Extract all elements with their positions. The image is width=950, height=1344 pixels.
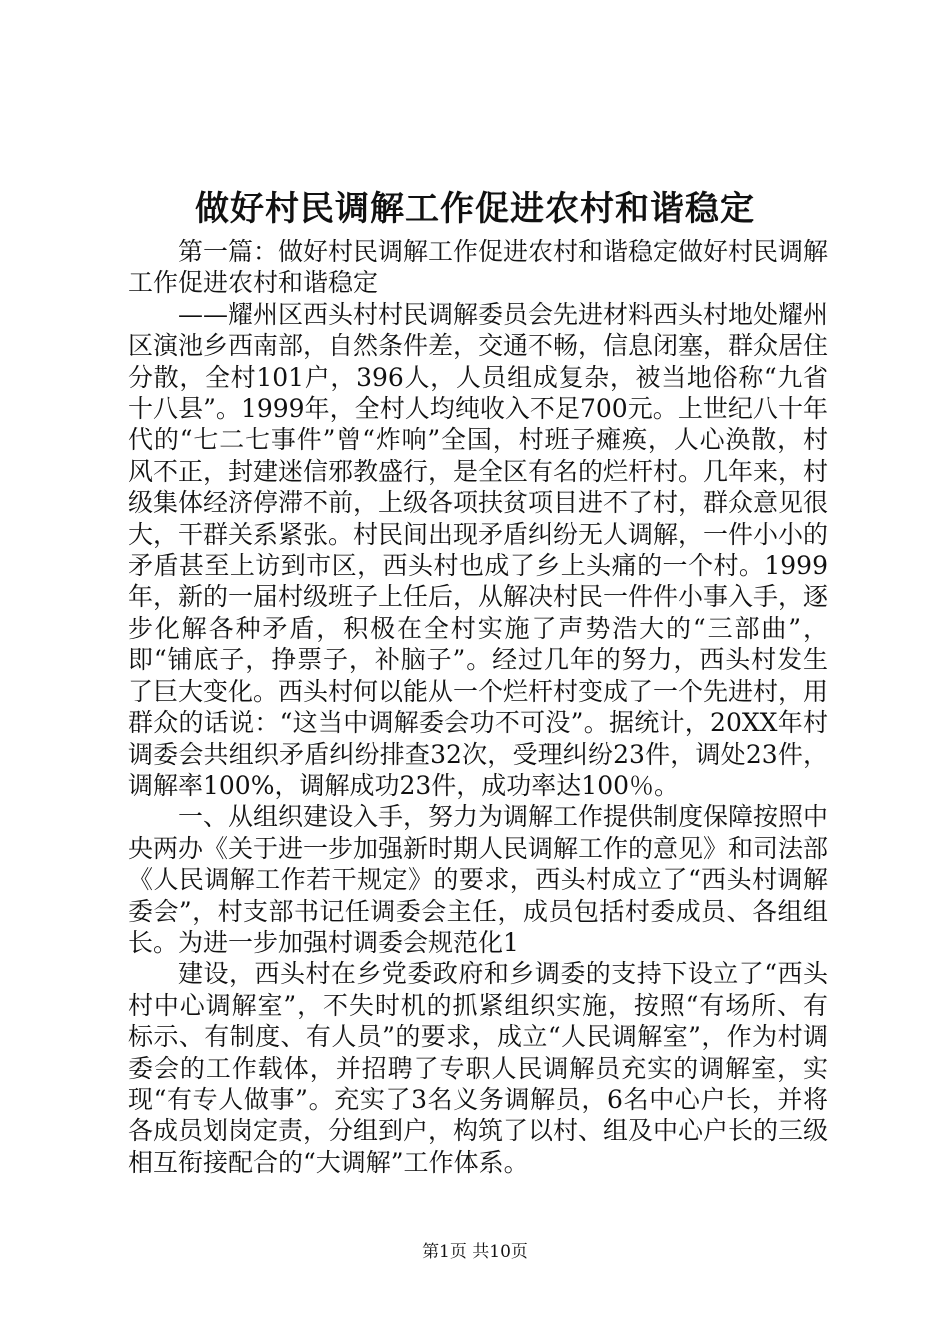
paragraph-organization: 一、从组织建设入手，努力为调解工作提供制度保障按照中央两办《关于进一步加强新时期人民调解工作的意见》和司法部《人民调解工作若干规定》的要求，西头村成立了“西头村调解委会”，村支部书记任调委会主任，成员包括村委成员、各组组长。为进一步加强村调委会规范化1 — [128, 802, 829, 957]
paragraph-background: ——耀州区西头村村民调解委员会先进材料西头村地处耀州区演池乡西南部，自然条件差，交通不畅，信息闭塞，群众居住分散，全村101户，396人，人员组成复杂，被当地俗称“九省十八县”。1999年，全村人均纯收入不足700元。上世纪八十年代的“七二七事件”曾“炸响”全国，村班子瘫痪，人心涣散，村风不正，封建迷信邪教盛行，是全区有名的烂杆村。几年来，村级集体经济停滞不前，上级各项扶贫项目进不了村，群众意见很大，干群关系紧张。村民间出现矛盾纠纷无人调解，一件小小的矛盾甚至上访到市区，西头村也成了乡上头痛的一个村。1999年，新的一届村级班子上任后，从解决村民一件件小事入手，逐步化解各种矛盾，积极在全村实施了声势浩大的“三部曲”，即“铺底子，挣票子，补脑子”。经过几年的努力，西头村发生了巨大变化。西头村何以能从一个烂杆村变成了一个先进村，用群众的话说：“这当中调解委会功不可没”。据统计，20XX年村调委会共组织矛盾纠纷排查32次，受理纠纷23件，调处23件，调解率100%，调解成功23件，成功率达100％。 — [128, 299, 829, 800]
paragraph-intro: 第一篇：做好村民调解工作促进农村和谐稳定做好村民调解工作促进农村和谐稳定 — [128, 237, 829, 298]
paragraph-construction: 建设，西头村在乡党委政府和乡调委的支持下设立了“西头村中心调解室”，不失时机的抓紧组织实施，按照“有场所、有标示、有制度、有人员”的要求，成立“人民调解室”，作为村调委会的工作载体，并招聘了专职人民调解员充实的调解室，实现“有专人做事”。充实了3名义务调解员，6名中心户长，并将各成员划岗定责，分组到户，构筑了以村、组及中心户长的三级相互衔接配合的“大调解”工作体系。 — [128, 959, 829, 1177]
page-number-footer: 第1页 共10页 — [422, 1242, 528, 1262]
document-body — [128, 236, 828, 1178]
document-title: 做好村民调解工作促进农村和谐稳定 — [195, 189, 755, 229]
